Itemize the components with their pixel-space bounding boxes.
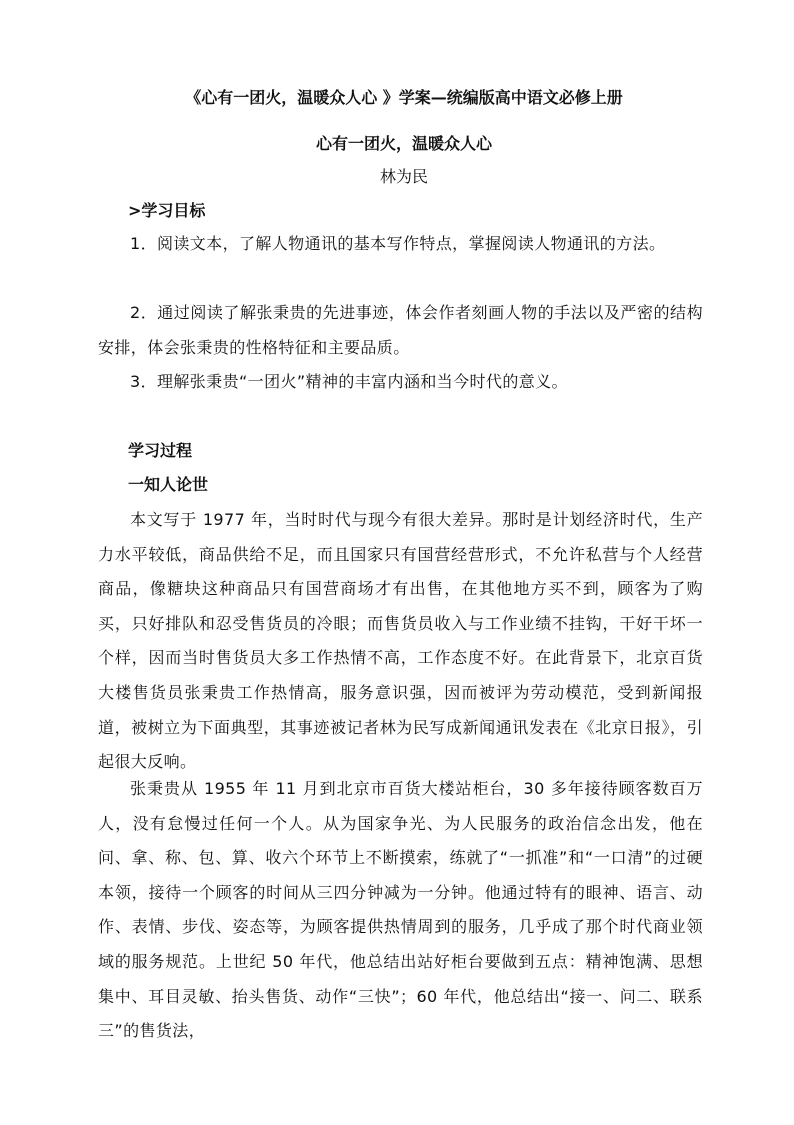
article-title: 心有一团火，温暖众人心 (315, 134, 492, 153)
background-paragraph: 本文写于 1977 年，当时时代与现今有很大差异。那时是计划经济时代，生产力水平较低，商品供给不足，而且国家只有国营经营形式，不允许私营与个人经营商品，像糖块这种商品只有国营商场才有出售，在其他地方买不到，顾客为了购买，只好排队和忍受售货员的冷眼；而售货员收入与工作业绩不挂钩，干好干坏一个样，因而当时售货员大多工作热情不高，工作态度不好。在此背景下，北京百货大楼售货员张秉贵工作热情高，服务意识强，因而被评为劳动模范，受到新闻报道，被树立为下面典型，其事迹被记者林为民写成新闻通讯发表在《北京日报》，引起很大反响。 (98, 510, 703, 772)
goal-item-1: 1．阅读文本，了解人物通讯的基本写作特点，掌握阅读人物通讯的方法。 (130, 234, 666, 253)
goal-item-3: 3．理解张秉贵“一团火”精神的丰富内涵和当今时代的意义。 (130, 372, 568, 391)
deeds-paragraph: 张秉贵从 1955 年 11 月到北京市百货大楼站柜台，30 多年接待顾客数百万人，没有怠慢过任何一个人。从为国家争光、为人民服务的政治信念出发，他在问、拿、称、包、算、收六个环节上不断摸索，练就了“一抓准”和“一口清”的过硬本领，接待一个顾客的时间从三四分钟减为一分钟。他通过特有的眼神、语言、动作、表情、步伐、姿态等，为顾客提供热情周到的服务，几乎成了那个时代商业领域的服务规范。上世纪 50 年代，他总结出站好柜台要做到五点：精神饱满、思想集中、耳目灵敏、抬头售货、动作“三快”；60 年代，他总结出“接一、问二、联系三”的售货法， (98, 779, 703, 1041)
goals-heading: >学习目标 (128, 201, 206, 220)
section-heading-background: 一知人论世 (128, 475, 209, 494)
document-header-title: 《心有一团火，温暖众人心 》学案—统编版高中语文必修上册 (185, 88, 623, 107)
author-name: 林为民 (379, 167, 428, 186)
goal-item-2: 2．通过阅读了解张秉贵的先进事迹，体会作者刻画人物的手法以及严密的结构安排，体会张秉贵的性格特征和主要品质。 (98, 303, 703, 357)
process-heading: 学习过程 (128, 441, 193, 460)
